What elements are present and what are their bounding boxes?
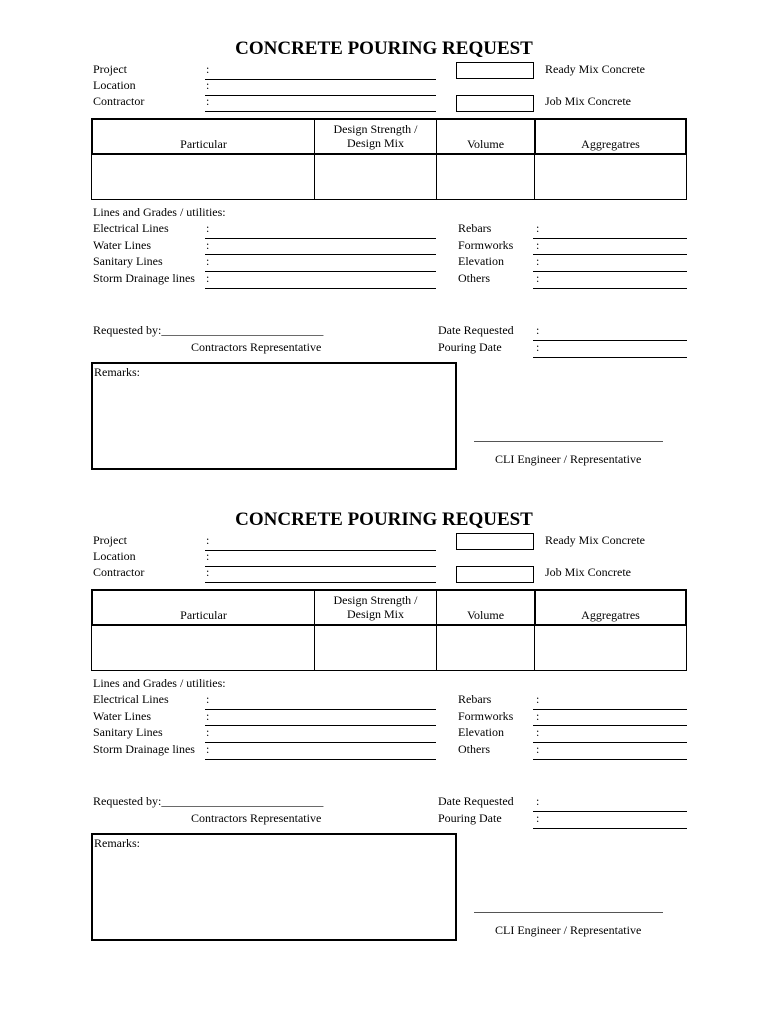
- sanitary-colon: :: [206, 725, 210, 739]
- engineer-signature-line[interactable]: [474, 441, 663, 442]
- electrical-lines-field[interactable]: [205, 238, 436, 239]
- date-requested-field[interactable]: [533, 811, 687, 812]
- header-design-line2: Design Mix: [347, 606, 404, 621]
- rebars-label: Rebars: [458, 692, 492, 706]
- pouring-date-label: Pouring Date: [438, 811, 502, 825]
- pouring-date-colon: :: [536, 811, 540, 825]
- water-lines-label: Water Lines: [93, 709, 152, 723]
- elevation-field[interactable]: [533, 271, 687, 272]
- location-field[interactable]: [205, 566, 436, 567]
- date-requested-colon: :: [536, 794, 540, 808]
- ready-mix-checkbox[interactable]: [456, 62, 534, 79]
- water-lines-field[interactable]: [205, 725, 436, 726]
- pouring-date-colon: :: [536, 340, 540, 354]
- header-particular: [91, 118, 314, 155]
- header-volume: [436, 118, 534, 155]
- storm-colon: :: [206, 742, 210, 756]
- storm-drainage-field[interactable]: [205, 759, 436, 760]
- location-label: Location: [93, 549, 136, 563]
- storm-drainage-field[interactable]: [205, 288, 436, 289]
- sanitary-lines-field[interactable]: [205, 742, 436, 743]
- location-label: Location: [93, 78, 136, 92]
- others-field[interactable]: [533, 288, 687, 289]
- job-mix-label: Job Mix Concrete: [545, 565, 631, 579]
- cell-volume[interactable]: [436, 155, 534, 200]
- project-field[interactable]: [205, 79, 436, 80]
- elevation-colon: :: [536, 725, 540, 739]
- elevation-colon: :: [536, 254, 540, 268]
- contractor-colon: :: [206, 565, 210, 579]
- storm-drainage-label: Storm Drainage lines: [93, 742, 195, 756]
- contractor-colon: :: [206, 94, 210, 108]
- sanitary-colon: :: [206, 254, 210, 268]
- cell-volume[interactable]: [436, 626, 534, 671]
- electrical-lines-field[interactable]: [205, 709, 436, 710]
- cell-design[interactable]: [314, 155, 436, 200]
- contractor-label: Contractor: [93, 565, 145, 579]
- ready-mix-label: Ready Mix Concrete: [545, 62, 645, 76]
- date-requested-label: Date Requested: [438, 323, 514, 337]
- others-colon: :: [536, 742, 540, 756]
- project-colon: :: [206, 533, 210, 547]
- contractors-rep-label: Contractors Representative: [191, 811, 322, 825]
- others-field[interactable]: [533, 759, 687, 760]
- water-colon: :: [206, 238, 210, 252]
- storm-colon: :: [206, 271, 210, 285]
- job-mix-checkbox[interactable]: [456, 566, 534, 583]
- header-volume: [436, 589, 534, 626]
- requested-by-field[interactable]: Requested by:___________________________: [93, 794, 324, 808]
- project-colon: :: [206, 62, 210, 76]
- ready-mix-checkbox[interactable]: [456, 533, 534, 550]
- formworks-colon: :: [536, 238, 540, 252]
- pouring-date-field[interactable]: [533, 357, 687, 358]
- cell-aggregates[interactable]: [534, 155, 687, 200]
- pouring-request-form-1: [0, 0, 768, 470]
- electrical-lines-label: Electrical Lines: [93, 221, 169, 235]
- contractor-field[interactable]: [205, 582, 436, 583]
- header-design: [314, 118, 436, 155]
- materials-table: [91, 589, 687, 671]
- location-colon: :: [206, 78, 210, 92]
- header-aggregates-text: Aggregatres: [581, 137, 640, 151]
- header-design-line1: Design Strength /: [333, 121, 418, 136]
- contractor-field[interactable]: [205, 111, 436, 112]
- header-aggregates: [534, 118, 687, 155]
- cell-design[interactable]: [314, 626, 436, 671]
- ready-mix-label: Ready Mix Concrete: [545, 533, 645, 547]
- water-lines-field[interactable]: [205, 254, 436, 255]
- formworks-label: Formworks: [458, 709, 514, 723]
- materials-table: [91, 118, 687, 200]
- formworks-label: Formworks: [458, 238, 514, 252]
- electrical-colon: :: [206, 692, 210, 706]
- header-particular-text: Particular: [180, 137, 227, 151]
- formworks-field[interactable]: [533, 725, 687, 726]
- remarks-label: Remarks:: [94, 836, 140, 850]
- remarks-box[interactable]: [91, 833, 457, 941]
- rebars-label: Rebars: [458, 221, 492, 235]
- formworks-colon: :: [536, 709, 540, 723]
- others-label: Others: [458, 271, 490, 285]
- formworks-field[interactable]: [533, 254, 687, 255]
- pouring-date-label: Pouring Date: [438, 340, 502, 354]
- cell-particular[interactable]: [91, 626, 314, 671]
- header-particular: [91, 589, 314, 626]
- project-field[interactable]: [205, 550, 436, 551]
- elevation-field[interactable]: [533, 742, 687, 743]
- contractors-rep-label: Contractors Representative: [191, 340, 322, 354]
- lines-grades-label: Lines and Grades / utilities:: [93, 205, 226, 219]
- others-colon: :: [536, 271, 540, 285]
- project-label: Project: [93, 533, 127, 547]
- header-design-line1: Design Strength /: [333, 592, 418, 607]
- date-requested-label: Date Requested: [438, 794, 514, 808]
- electrical-lines-label: Electrical Lines: [93, 692, 169, 706]
- pouring-request-form-2: [0, 471, 768, 941]
- requested-by-field[interactable]: Requested by:___________________________: [93, 323, 324, 337]
- rebars-field[interactable]: [533, 709, 687, 710]
- cell-particular[interactable]: [91, 155, 314, 200]
- water-lines-label: Water Lines: [93, 238, 152, 252]
- water-colon: :: [206, 709, 210, 723]
- engineer-label: CLI Engineer / Representative: [495, 452, 642, 466]
- header-aggregates: [534, 589, 687, 626]
- contractor-label: Contractor: [93, 94, 145, 108]
- header-design: [314, 589, 436, 626]
- header-particular-text: Particular: [180, 608, 227, 622]
- location-colon: :: [206, 549, 210, 563]
- sanitary-lines-field[interactable]: [205, 271, 436, 272]
- sanitary-lines-label: Sanitary Lines: [93, 725, 163, 739]
- sanitary-lines-label: Sanitary Lines: [93, 254, 163, 268]
- header-volume-text: Volume: [466, 608, 505, 622]
- engineer-label: CLI Engineer / Representative: [495, 923, 642, 937]
- rebars-field[interactable]: [533, 238, 687, 239]
- elevation-label: Elevation: [458, 725, 504, 739]
- form-title: CONCRETE POURING REQUEST: [235, 38, 533, 59]
- lines-grades-label: Lines and Grades / utilities:: [93, 676, 226, 690]
- engineer-signature-line[interactable]: [474, 912, 663, 913]
- project-label: Project: [93, 62, 127, 76]
- cell-aggregates[interactable]: [534, 626, 687, 671]
- header-volume-text: Volume: [466, 137, 505, 151]
- remarks-label: Remarks:: [94, 365, 140, 379]
- header-aggregates-text: Aggregatres: [581, 608, 640, 622]
- electrical-colon: :: [206, 221, 210, 235]
- storm-drainage-label: Storm Drainage lines: [93, 271, 195, 285]
- job-mix-label: Job Mix Concrete: [545, 94, 631, 108]
- date-requested-colon: :: [536, 323, 540, 337]
- header-design-line2: Design Mix: [347, 135, 404, 150]
- date-requested-field[interactable]: [533, 340, 687, 341]
- job-mix-checkbox[interactable]: [456, 95, 534, 112]
- elevation-label: Elevation: [458, 254, 504, 268]
- pouring-date-field[interactable]: [533, 828, 687, 829]
- others-label: Others: [458, 742, 490, 756]
- rebars-colon: :: [536, 221, 540, 235]
- location-field[interactable]: [205, 95, 436, 96]
- form-title: CONCRETE POURING REQUEST: [235, 509, 533, 530]
- remarks-box[interactable]: [91, 362, 457, 470]
- rebars-colon: :: [536, 692, 540, 706]
